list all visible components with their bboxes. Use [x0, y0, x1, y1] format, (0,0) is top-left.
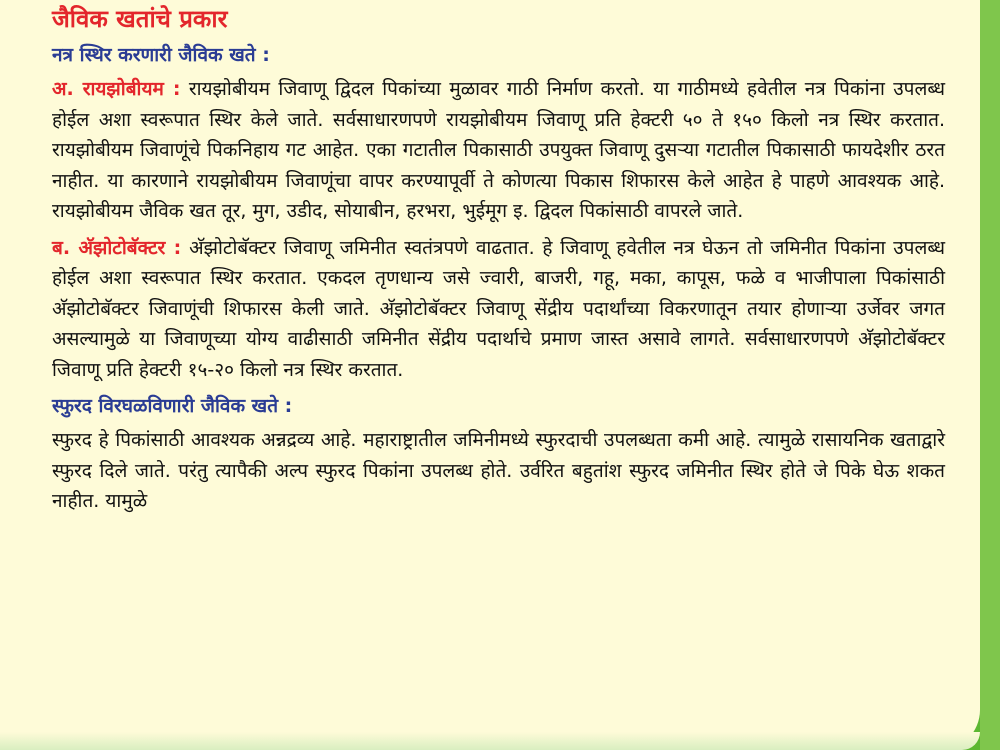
term-azotobacter: ब. अ‍ॅझोटोबॅक्टर :: [52, 236, 182, 259]
bottom-fade: [0, 732, 980, 750]
section-heading-phosphorus: स्फुरद विरघळविणारी जैविक खते :: [52, 395, 293, 417]
paragraph-phosphorus: स्फुरद हे पिकांसाठी आवश्यक अन्नद्रव्य आहे. महाराष्ट्रातील जमिनीमध्ये स्फुरदाची उपलब्धता कमी आहे. त्यामुळे रासायनिक खताद्वारे स्फुरद दिले जाते. परंतु त्यापैकी अल्प स्फुरद पिकांना उपलब्ध होते. उर्वरित बहुतांश स्फुरद जमिनीत स्थिर होते जे पिके घेऊ शकत नाहीत. यामुळे: [52, 429, 945, 512]
text-rhizobium: रायझोबीयम जिवाणू द्विदल पिकांच्या मुळावर गाठी निर्माण करतो. या गाठीमध्ये हवेतील नत्र पिकांना उपलब्ध होईल अशा स्वरूपात स्थिर केले जाते. सर्वसाधारणपणे रायझोबीयम जिवाणू प्रति हेक्टरी ५० ते १५० किलो नत्र स्थिर करतात. रायझोबीयम जिवाणूंचे पिकनिहाय गट आहेत. एका गटातील पिकासाठी उपयुक्त जिवाणू दुसऱ्या गटातील पिकासाठी फायदेशीर ठरत नाहीत. या कारणाने रायझोबीयम जिवाणूंचा वापर करण्यापूर्वी ते कोणत्या पिकास शिफारस केले आहेत हे पाहणे आवश्यक आहे. रायझोबीयम जैविक खत तूर, मुग, उडीद, सोयाबीन, हरभरा, भुईमूग इ. द्विदल पिकांसाठी वापरले जाते.: [52, 78, 945, 222]
paragraph-rhizobium: [52, 74, 945, 227]
text-azotobacter: अ‍ॅझोटोबॅक्टर जिवाणू जमिनीत स्वतंत्रपणे वाढतात. हे जिवाणू हवेतील नत्र घेऊन तो जमिनीत पिकांना उपलब्ध होईल अशा स्वरूपात स्थिर करतात. एकदल तृणधान्य जसे ज्वारी, बाजरी, गहू, मका, कापूस, फळे व भाजीपाला पिकांसाठी अ‍ॅझोटोबॅक्टर जिवाणूंची शिफारस केली जाते. अ‍ॅझोटोबॅक्टर जिवाणू सेंद्रीय पदार्थांच्या विकरणातून तयार होणाऱ्या उर्जेवर जगत असल्यामुळे या जिवाणूच्या योग्य वाढीसाठी जमिनीत सेंद्रीय पदार्थाचे प्रमाण जास्त असावे लागते. सर्वसाधारणपणे अ‍ॅझोटोबॅक्टर जिवाणू प्रति हेक्टरी १५-२० किलो नत्र स्थिर करतात.: [52, 236, 945, 381]
green-border-strip: [980, 0, 1000, 750]
page-title: जैविक खतांचे प्रकार: [52, 5, 228, 33]
paragraph-azotobacter: [52, 233, 945, 386]
section-heading-nitrogen: नत्र स्थिर करणारी जैविक खते :: [52, 44, 270, 66]
term-rhizobium: अ. रायझोबीयम :: [52, 78, 181, 100]
